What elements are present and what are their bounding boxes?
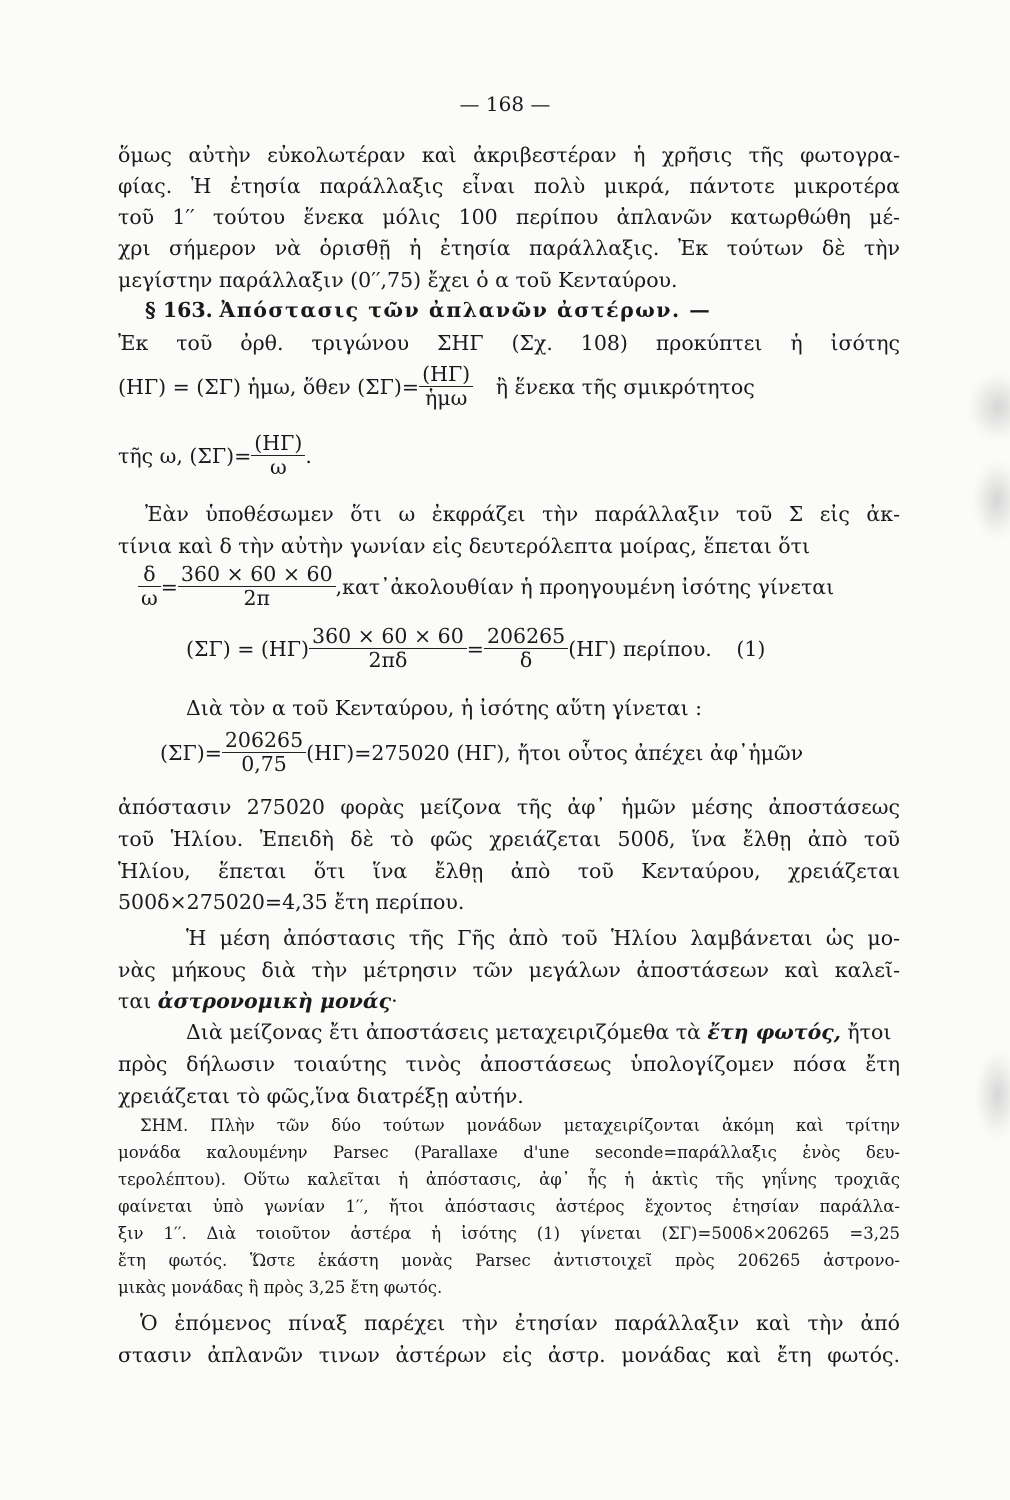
text-line: 500δ×275020=4,35 ἔτη περίπου. bbox=[118, 890, 465, 914]
fraction-numerator: 206265 bbox=[222, 730, 306, 753]
text-line: Ἡλίου, ἕπεται ὅτι ἵνα ἔλθῃ ἀπὸ τοῦ Κενταύρου, χρειάζεται bbox=[118, 859, 900, 883]
fraction-numerator: δ bbox=[138, 564, 161, 587]
note-line: τερολέπτου). Οὕτω καλεῖται ἡ ἀπόστασις, ἀφ᾽ ἧς ἡ ἀκτὶς τῆς γηΐνης τροχιᾶς bbox=[118, 1170, 900, 1189]
fraction-denominator: ἡμω bbox=[424, 385, 468, 410]
text-line: ἀπόστασιν 275020 φορὰς μείζονα τῆς ἀφ᾽ ἡμῶν μέσης ἀποστάσεως bbox=[118, 795, 900, 819]
page-stain bbox=[968, 372, 1010, 442]
text-line: φίας. Ἡ ἐτησία παράλλαξις εἶναι πολὺ μικρά, πάντοτε μικροτέρα bbox=[118, 174, 900, 198]
text-line: Ἐὰν ὑποθέσωμεν ὅτι ω ἐκφράζει τὴν παράλλαξιν τοῦ Σ εἰς ἀκ- bbox=[145, 502, 900, 526]
fraction-numerator: (ΗΓ) bbox=[419, 364, 473, 387]
text-line bbox=[118, 991, 900, 1012]
note-line: μικὰς μονάδας ἢ πρὸς 3,25 ἔτη φωτός. bbox=[118, 1278, 443, 1297]
equation-text: (ΗΓ) περίπου. bbox=[568, 637, 712, 662]
fraction-denominator: ω bbox=[269, 454, 287, 479]
fraction bbox=[138, 564, 161, 609]
fraction bbox=[309, 626, 467, 671]
note-line: ξιν 1′′. Διὰ τοιοῦτον ἀστέρα ἡ ἰσότης (1) γίνεται (ΣΓ)=500δ×206265 =3,25 bbox=[118, 1224, 900, 1243]
fraction-denominator: 2π bbox=[243, 585, 271, 610]
text-fragment: · bbox=[391, 989, 398, 1013]
text-line: Ἡ μέση ἀπόστασις τῆς Γῆς ἀπὸ τοῦ Ἡλίου λαμβάνεται ὡς μο- bbox=[186, 926, 900, 950]
text-line: Διὰ τὸν α τοῦ Κενταύρου, ἡ ἰσότης αὕτη γίνεται : bbox=[186, 696, 703, 720]
text-line: τίνια καὶ δ τὴν αὐτὴν γωνίαν εἰς δευτερόλεπτα μοίρας, ἕπεται ὅτι bbox=[118, 534, 810, 558]
equation-5 bbox=[160, 728, 804, 777]
text-line: ὅμως αὐτὴν εὐκολωτέραν καὶ ἀκριβεστέραν ἡ χρῆσις τῆς φωτογρα- bbox=[118, 143, 900, 167]
page-stain bbox=[972, 460, 1010, 540]
text-fragment: ἤτοι bbox=[840, 1020, 892, 1044]
fraction-numerator: 360 × 60 × 60 bbox=[309, 626, 467, 649]
equation-1 bbox=[118, 362, 755, 411]
equation-label: (1) bbox=[736, 637, 766, 662]
note-line: ἔτη φωτός. Ὥστε ἑκάστη μονὰς Parsec ἀντιστοιχεῖ πρὸς 206265 ἀστρονο- bbox=[118, 1251, 900, 1270]
term-light-years: ἔτη φωτός, bbox=[707, 1020, 841, 1044]
equation-text: (ΗΓ)=275020 (ΗΓ), ἤτοι οὗτος ἀπέχει ἀφ᾽ἡμῶν bbox=[306, 741, 804, 766]
fraction bbox=[178, 564, 336, 609]
equation-text: (ΣΓ)= bbox=[160, 741, 222, 766]
text-line: στασιν ἀπλανῶν τινων ἀστέρων εἰς ἀστρ. μονάδας καὶ ἔτη φωτός. bbox=[118, 1343, 900, 1367]
text-line bbox=[186, 1022, 900, 1043]
equation-text: (ΗΓ) = (ΣΓ) ἡμω, ὅθεν (ΣΓ)= bbox=[118, 375, 420, 400]
text-line: πρὸς δήλωσιν τοιαύτης τινὸς ἀποστάσεως ὑπολογίζομεν πόσα ἔτη bbox=[118, 1052, 900, 1076]
text-fragment: ται bbox=[118, 989, 158, 1013]
equation-4 bbox=[186, 624, 766, 673]
fraction-denominator: 2πδ bbox=[368, 647, 408, 672]
section-heading bbox=[145, 300, 900, 321]
text-line: χρειάζεται τὸ φῶς,ἵνα διατρέξῃ αὐτήν. bbox=[118, 1084, 524, 1108]
note-line: μονάδα καλουμένην Parsec (Parallaxe d'une seconde=παράλλαξις ἑνὸς δευ- bbox=[118, 1143, 900, 1162]
note-line: φαίνεται ὑπὸ γωνίαν 1′′, ἤτοι ἀπόστασις ἀστέρος ἔχοντος ἐτησίαν παράλλα- bbox=[118, 1197, 900, 1216]
fraction-denominator: 0,75 bbox=[241, 751, 287, 776]
section-title: Ἀπόστασις τῶν ἀπλανῶν ἀστέρων. — bbox=[219, 298, 712, 322]
equation-text: ,κατ᾽ἀκολουθίαν ἡ προηγουμένη ἰσότης γίνεται bbox=[335, 575, 835, 600]
note-line: ΣΗΜ. Πλὴν τῶν δύο τούτων μονάδων μεταχειρίζονται ἀκόμη καὶ τρίτην bbox=[140, 1116, 900, 1135]
text-line: μεγίστην παράλλαξιν (0′′,75) ἔχει ὁ α τοῦ Κενταύρου. bbox=[118, 268, 678, 292]
page-number: — 168 — bbox=[459, 92, 551, 116]
page-stain bbox=[975, 1050, 1010, 1140]
equation-text: (ΣΓ) = (ΗΓ) bbox=[186, 637, 310, 662]
term-astronomical-unit: ἀστρονομικὴ μονάς bbox=[157, 989, 392, 1013]
fraction-denominator: ω bbox=[141, 585, 158, 610]
fraction-denominator: δ bbox=[519, 647, 533, 672]
fraction-numerator: 360 × 60 × 60 bbox=[178, 564, 336, 587]
equation-text: τῆς ω, (ΣΓ)= bbox=[118, 444, 252, 469]
fraction bbox=[251, 433, 305, 478]
text-line: νὰς μήκους διὰ τὴν μέτρησιν τῶν μεγάλων ἀποστάσεων καὶ καλεῖ- bbox=[118, 958, 900, 982]
equation-2 bbox=[118, 431, 312, 480]
fraction bbox=[222, 730, 306, 775]
equals-sign: = bbox=[160, 575, 178, 600]
text-fragment: Διὰ μείζονας ἔτι ἀποστάσεις μεταχειριζόμεθα τὰ bbox=[186, 1020, 708, 1044]
equation-text: ἢ ἕνεκα τῆς σμικρότητος bbox=[495, 375, 755, 400]
equation-text: . bbox=[305, 444, 312, 469]
text-line: χρι σήμερον νὰ ὁρισθῇ ἡ ἐτησία παράλλαξις. Ἐκ τούτων δὲ τὴν bbox=[118, 236, 900, 260]
equation-3 bbox=[138, 562, 835, 611]
text-line: τοῦ 1′′ τούτου ἕνεκα μόλις 100 περίπου ἀπλανῶν κατωρθώθη μέ- bbox=[118, 205, 900, 229]
text-line: Ὁ ἑπόμενος πίναξ παρέχει τὴν ἐτησίαν παράλλαξιν καὶ τὴν ἀπό bbox=[140, 1311, 900, 1335]
fraction-numerator: 206265 bbox=[484, 626, 568, 649]
section-number: § 163. bbox=[145, 298, 213, 322]
fraction bbox=[484, 626, 568, 671]
equals-sign: = bbox=[466, 637, 484, 662]
text-line: τοῦ Ἡλίου. Ἐπειδὴ δὲ τὸ φῶς χρειάζεται 500δ, ἵνα ἔλθῃ ἀπὸ τοῦ bbox=[118, 827, 900, 851]
text-line: Ἐκ τοῦ ὀρθ. τριγώνου ΣΗΓ (Σχ. 108) προκύπτει ἡ ἰσότης bbox=[118, 331, 900, 355]
fraction bbox=[419, 364, 473, 409]
fraction-numerator: (ΗΓ) bbox=[251, 433, 305, 456]
